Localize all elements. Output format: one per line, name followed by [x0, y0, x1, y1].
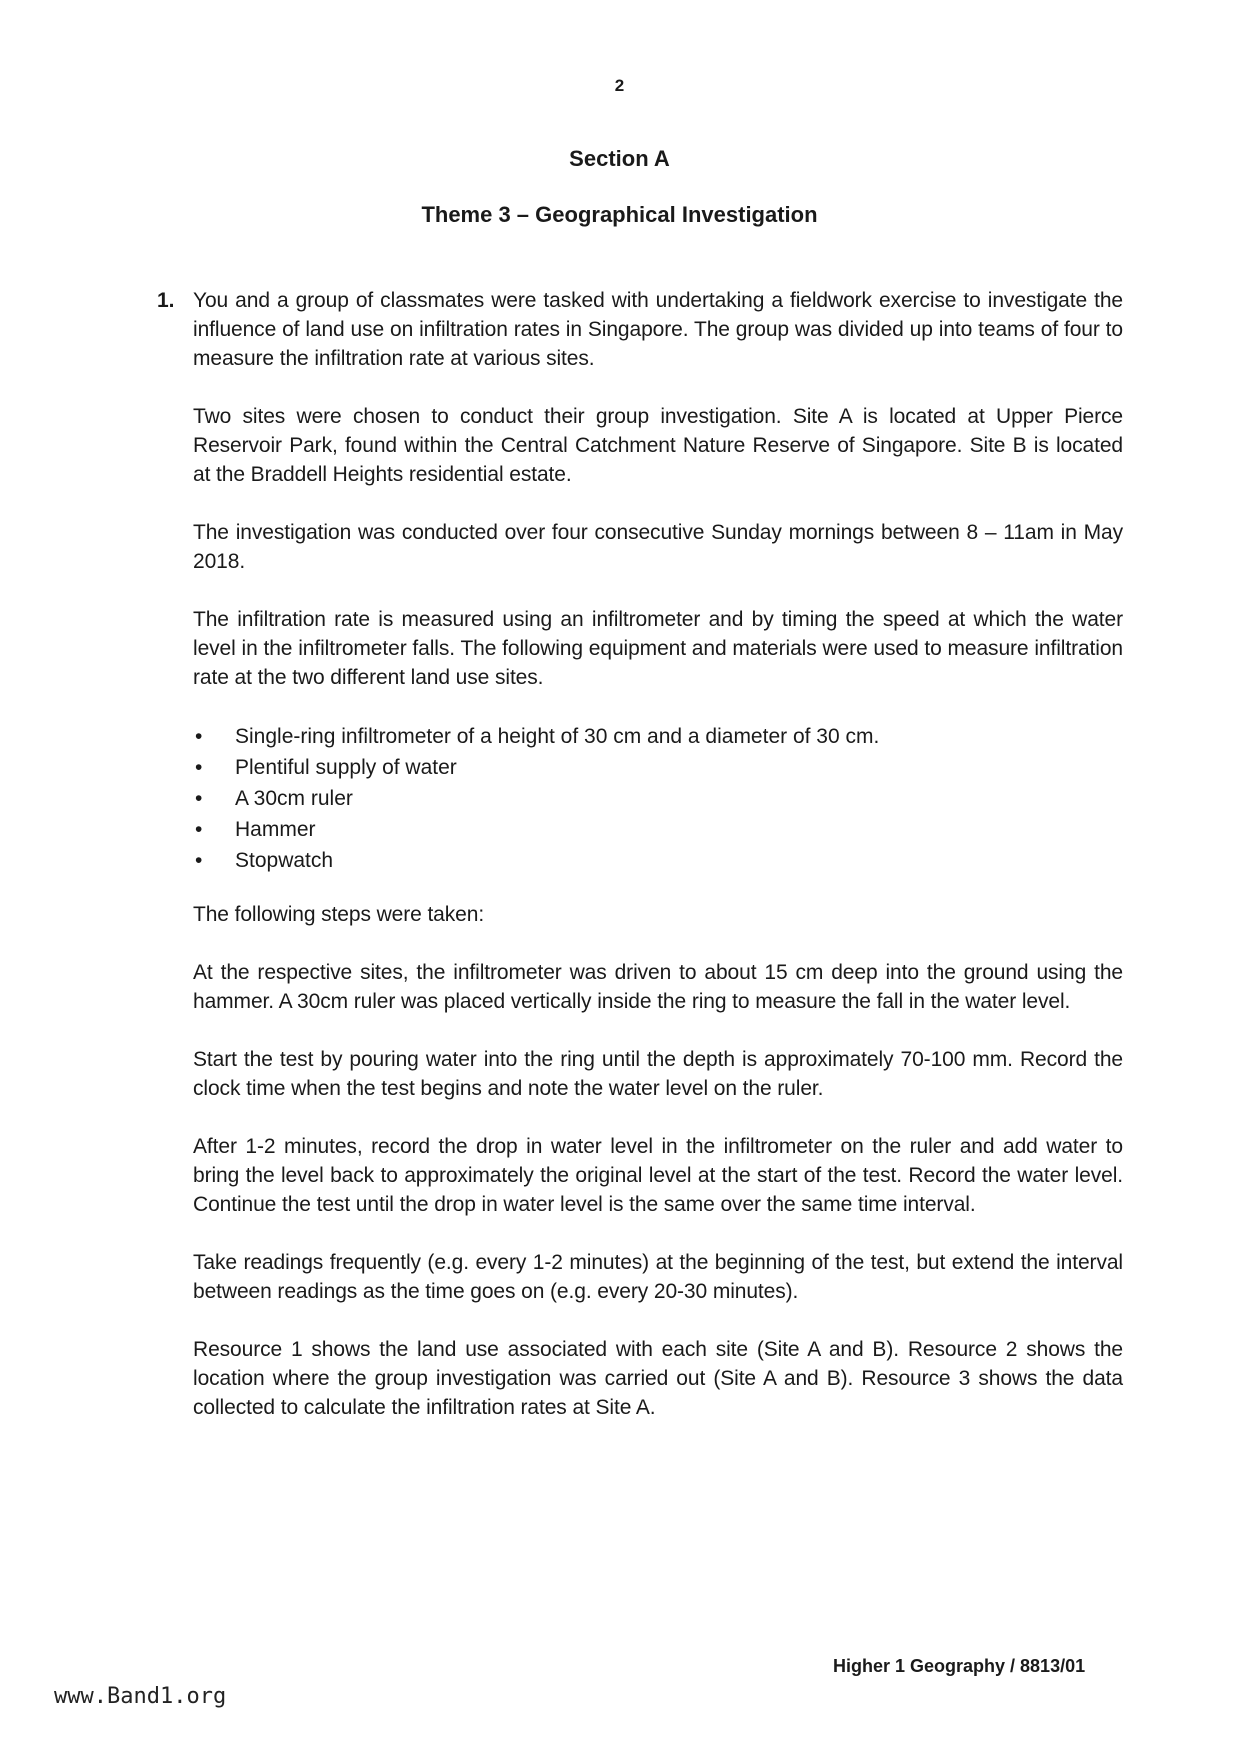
equipment-item — [193, 752, 1123, 783]
equipment-item — [193, 783, 1123, 814]
watermark: www.Band1.org — [54, 1684, 227, 1709]
timing-paragraph: The investigation was conducted over four consecutive Sunday mornings between 8 – 11am in May 2018. — [193, 521, 1123, 573]
bullet-icon: • — [195, 725, 203, 748]
theme-title: Theme 3 – Geographical Investigation — [421, 202, 818, 227]
equipment-item-text: Stopwatch — [235, 849, 334, 872]
section-title: Section A — [569, 146, 670, 171]
step-paragraph: At the respective sites, the infiltrometer was driven to about 15 cm deep into the ground using the hammer. A 30cm ruler was placed vertically inside the ring to measure the fall in the water level. — [193, 961, 1123, 1013]
page-number: 2 — [614, 76, 625, 95]
step-paragraph: After 1-2 minutes, record the drop in water level in the infiltrometer on the ruler and add water to bring the level back to approximately the original level at the start of the test. Record the water level. Continue the test until the drop in water level is the same over the same time interval. — [193, 1135, 1123, 1216]
equipment-item — [193, 721, 1123, 752]
bullet-icon: • — [195, 849, 203, 872]
bullet-icon: • — [195, 818, 203, 841]
bullet-icon: • — [195, 787, 203, 810]
question-1 — [157, 286, 1123, 1451]
bullet-icon: • — [195, 756, 203, 779]
equipment-item-text: Plentiful supply of water — [235, 756, 457, 779]
question-number: 1. — [157, 289, 175, 312]
intro-paragraph: You and a group of classmates were tasked with undertaking a fieldwork exercise to investigate the influence of land use on infiltration rates in Singapore. The group was divided up into teams of four to measure the infiltration rate at various sites. — [193, 289, 1123, 370]
method-paragraph: The infiltration rate is measured using an infiltrometer and by timing the speed at which the water level in the infiltrometer falls. The following equipment and materials were used to measure infiltration rate at the two different land use sites. — [193, 608, 1123, 689]
step-paragraph: Start the test by pouring water into the ring until the depth is approximately 70-100 mm. Record the clock time when the test begins and note the water level on the ruler. — [193, 1048, 1123, 1100]
step-paragraph: Take readings frequently (e.g. every 1-2 minutes) at the beginning of the test, but extend the interval between readings as the time goes on (e.g. every 20-30 minutes). — [193, 1251, 1123, 1303]
equipment-item-text: A 30cm ruler — [235, 787, 353, 810]
paper-code: Higher 1 Geography / 8813/01 — [833, 1656, 1086, 1676]
question-body — [193, 286, 1123, 1422]
equipment-list — [193, 721, 1123, 876]
steps-heading: The following steps were taken: — [193, 903, 485, 926]
equipment-item-text: Single-ring infiltrometer of a height of 30 cm and a diameter of 30 cm. — [235, 725, 880, 748]
equipment-item-text: Hammer — [235, 818, 316, 841]
equipment-item — [193, 814, 1123, 845]
sites-paragraph: Two sites were chosen to conduct their group investigation. Site A is located at Upper Pierce Reservoir Park, found within the Central Catchment Nature Reserve of Singapore. Site B is located at the Braddell Heights residential estate. — [193, 405, 1123, 486]
equipment-item — [193, 845, 1123, 876]
resources-paragraph: Resource 1 shows the land use associated with each site (Site A and B). Resource 2 shows the location where the group investigation was carried out (Site A and B). Resource 3 shows the data collected to calculate the infiltration rates at Site A. — [193, 1338, 1123, 1419]
